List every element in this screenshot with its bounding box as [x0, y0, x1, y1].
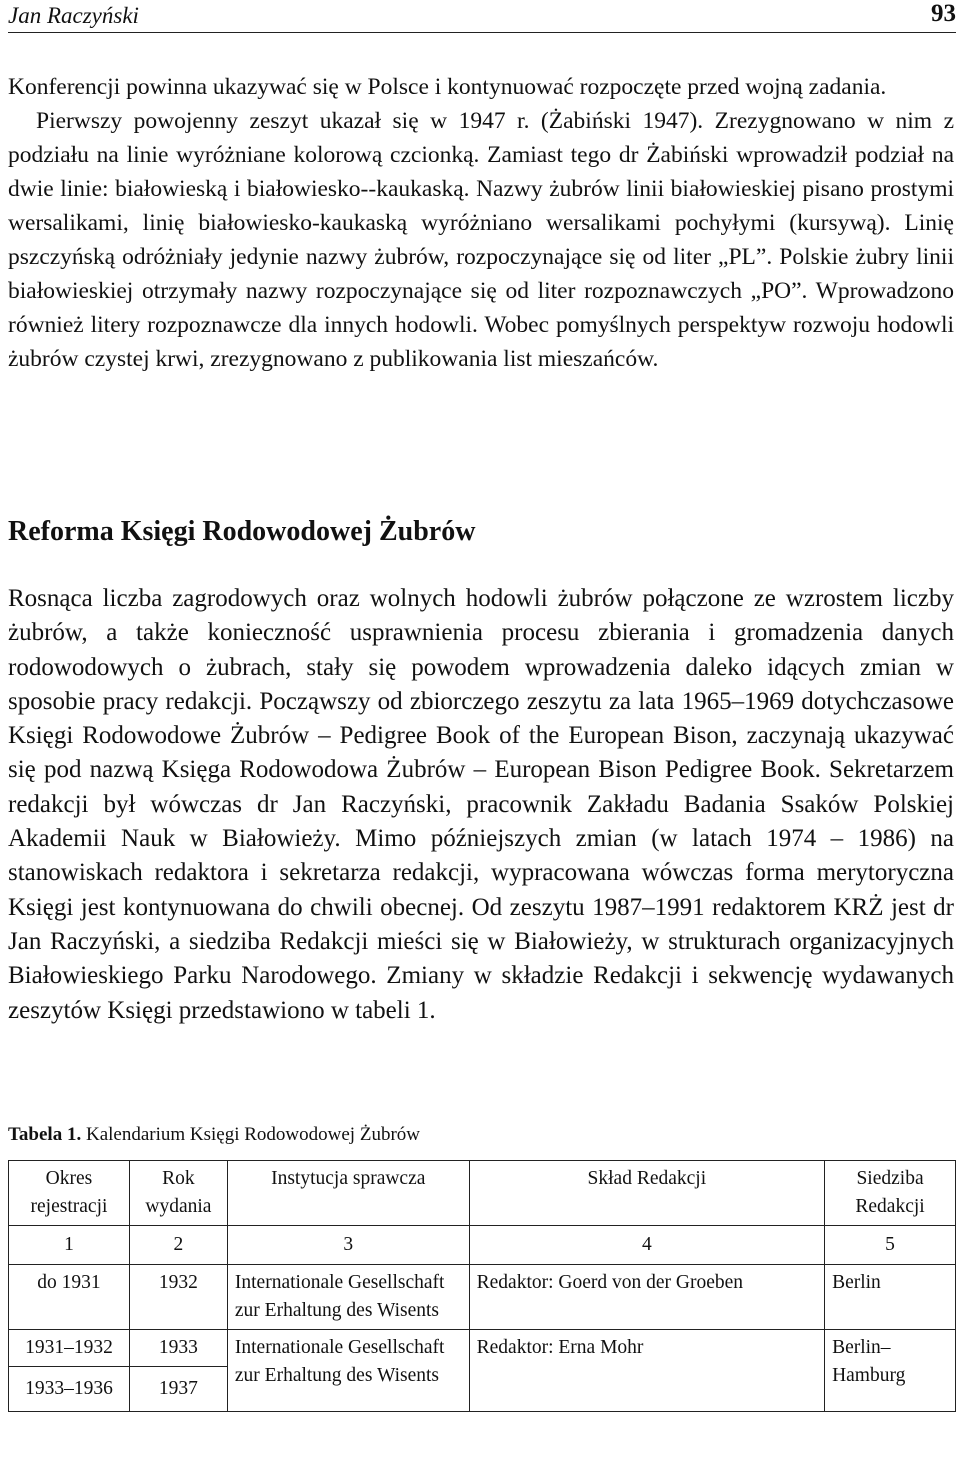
cell-institution: Internationale Gesellschaft zur Erhaltung des Wisents [227, 1265, 469, 1330]
paragraph-line: Konferencji powinna ukazywać się w Polsce i kontynuować rozpoczęte przed wojną zadania. [8, 74, 887, 100]
column-number: 2 [129, 1226, 227, 1265]
table-row [9, 1330, 956, 1412]
cell-year-2: 1937 [158, 1378, 198, 1399]
column-header: Rok wydania [129, 1161, 227, 1226]
section-title: Reforma Księgi Rodowodowej Żubrów [8, 516, 476, 547]
cell-institution: Internationale Gesellschaft zur Erhaltung des Wisents [227, 1330, 469, 1412]
table-header-row [9, 1161, 956, 1226]
table-row [9, 1265, 956, 1330]
column-number: 5 [825, 1226, 956, 1265]
cell-editors: Redaktor: Goerd von der Groeben [469, 1265, 824, 1330]
column-header: Skład Redakcji [469, 1161, 824, 1226]
column-number: 4 [469, 1226, 824, 1265]
column-number-row [9, 1226, 956, 1265]
table-caption-text: Kalendarium Księgi Rodowodowej Żubrów [85, 1124, 420, 1145]
column-number: 3 [227, 1226, 469, 1265]
cell-year: 1932 [129, 1265, 227, 1330]
section-paragraph: Rosnąca liczba zagrodowych oraz wolnych hodowli żubrów połączone ze wzrostem liczby żubrów, a także konieczność usprawnienia procesu zbierania i gromadzenia danych rodowodowych o żubrach, stały się powodem wprowadzenia daleko idących zmian w sposobie pracy redakcji. Począwszy od zbiorczego zeszytu za lata 1965–1969 dotychczasowe Księgi Rodowodowe Żubrów – Pedigree Book of the European Bison, zaczynają ukazywać się pod nazwą Księga Rodowodowa Żubrów – European Bison Pedigree Book. Sekretarzem redakcji był wówczas dr Jan Raczyński, pracownik Zakładu Badania Ssaków Polskiej Akademii Nauk w Białowieży. Mimo późniejszych zmian (w latach 1974 – 1986) na stanowiskach redaktora i sekretarza redakcji, wypracowana wówczas forma merytoryczna Księgi jest kontynuowana do chwili obecnej. Od zeszytu 1987–1991 redaktorem KRŻ jest dr Jan Raczyński, a siedziba Redakcji mieści się w Białowieży, w strukturach organizacyjnych Białowieskiego Parku Narodowego. Zmiany w składzie Redakcji i sekwencję wydawanych zeszytów Księgi przedstawiono w tabeli 1. [8, 585, 954, 1024]
page-number: 93 [931, 0, 956, 27]
column-header: Okres rejestracji [9, 1161, 130, 1226]
cell-period: do 1931 [9, 1265, 130, 1330]
column-header: Instytucja sprawcza [227, 1161, 469, 1226]
table-caption-label: Tabela 1. [8, 1124, 82, 1145]
column-header: Siedziba Redakcji [825, 1161, 956, 1226]
cell-year [129, 1330, 227, 1412]
calendar-table [8, 1160, 956, 1412]
cell-year-1: 1933 [130, 1330, 227, 1367]
cell-seat: Berlin– Hamburg [825, 1330, 956, 1412]
running-header [8, 0, 956, 33]
paragraph-body: Pierwszy powojenny zeszyt ukazał się w 1947 r. (Żabiński 1947). Zrezygnowano w nim z podziału na linie wyróżniane kolorową czcionką. Zamiast tego dr Żabiński wprowadził podział na dwie linie: białowieską i białowiesko--kaukaską. Nazwy żubrów linii białowieskiej pisano prostymi wersalikami, linię białowiesko-kaukaską wyróżniano wersalikami pochyłymi (kursywą). Linię pszczyńską odróżniały jedynie nazwy żubrów, rozpoczynające się od liter „PL”. Polskie żubry linii białowieskiej otrzymały nazwy rozpoczynające się od liter rozpoznawczych „PO”. Wprowadzono również litery rozpoznawcze dla innych hodowli. Wobec pomyślnych perspektyw rozwoju hodowli żubrów czystej krwi, zrezygnowano z publikowania list mieszańców. [8, 108, 954, 372]
cell-period [9, 1330, 130, 1412]
table-caption [8, 1124, 420, 1146]
paragraph-continuation [8, 70, 954, 376]
cell-period-1: 1931–1932 [9, 1330, 129, 1367]
cell-seat: Berlin [825, 1265, 956, 1330]
running-header-author: Jan Raczyński [8, 3, 139, 28]
cell-editors: Redaktor: Erna Mohr [469, 1330, 824, 1412]
cell-period-2: 1933–1936 [25, 1378, 113, 1399]
column-number: 1 [9, 1226, 130, 1265]
